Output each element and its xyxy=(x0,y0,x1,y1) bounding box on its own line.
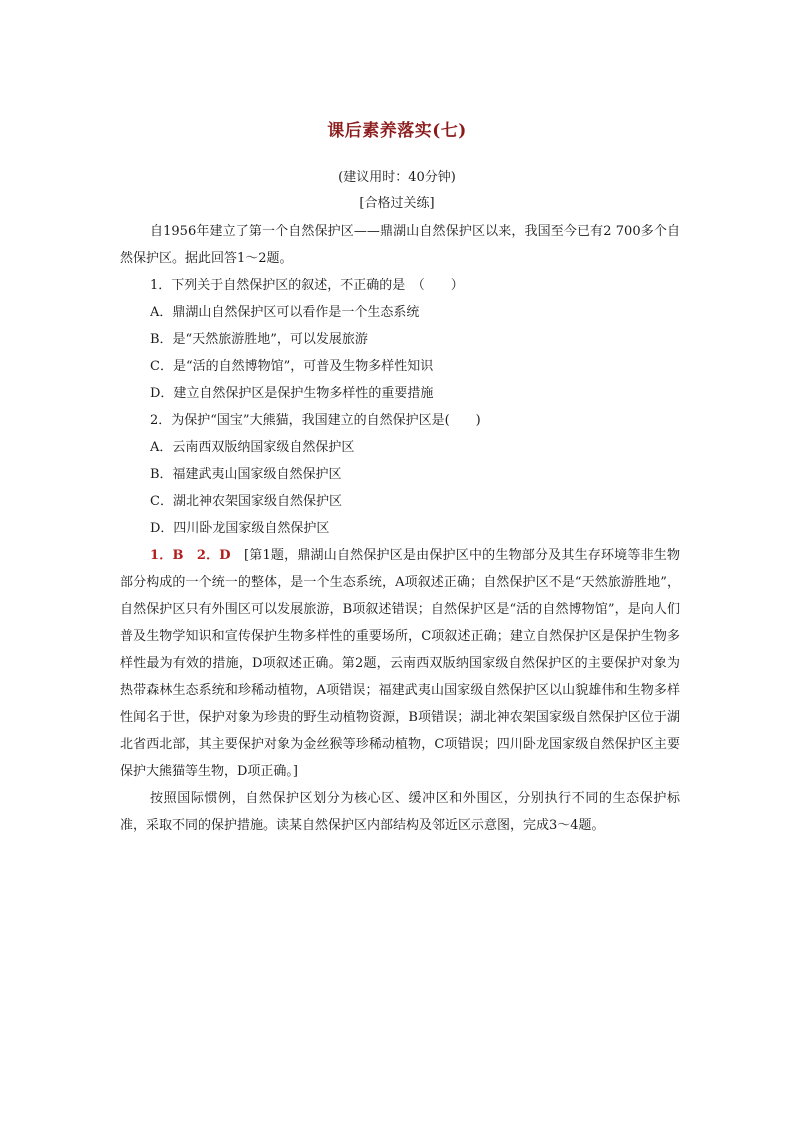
intro-paragraph-1: 自1956年建立了第一个自然保护区——鼎湖山自然保护区以来，我国至今已有2 700多个自然保护区。据此回答1～2题。 xyxy=(120,224,680,266)
section-label: [合格过关练] xyxy=(359,196,435,211)
content-body xyxy=(120,218,680,839)
intro-paragraph-2: 按照国际惯例，自然保护区划分为核心区、缓冲区和外围区，分别执行不同的生态保护标准，采取不同的保护措施。读某自然保护区内部结构及邻近区示意图，完成3～4题。 xyxy=(120,791,680,833)
question-2-option-d: D．四川卧龙国家级自然保护区 xyxy=(150,521,330,536)
question-2-option-c: C．湖北神农架国家级自然保护区 xyxy=(150,494,342,509)
question-1-stem: 1．下列关于自然保护区的叙述，不正确的是 （ ） xyxy=(150,278,464,293)
question-1-option-d: D．建立自然保护区是保护生物多样性的重要措施 xyxy=(150,386,434,401)
question-1-option-a: A．鼎湖山自然保护区可以看作是一个生态系统 xyxy=(150,305,420,320)
time-hint: (建议用时：40分钟) xyxy=(338,170,456,185)
answer-block xyxy=(120,542,680,785)
question-1-option-c: C．是“活的自然博物馆”，可普及生物多样性知识 xyxy=(150,359,434,374)
answer-key: 1．B 2．D xyxy=(150,548,231,563)
question-2-option-a: A．云南西双版纳国家级自然保护区 xyxy=(150,440,355,455)
answer-explanation: [第1题，鼎湖山自然保护区是由保护区中的生物部分及其生存环境等非生物部分构成的一个统一的整体，是一个生态系统，A项叙述正确；自然保护区不是“天然旅游胜地”，自然保护区只有外围区可以发展旅游，B项叙述错误；自然保护区是“活的自然博物馆”，是向人们普及生物学知识和宣传保护生物多样性的重要场所，C项叙述正确；建立自然保护区是保护生物多样性最为有效的措施，D项叙述正确。第2题，云南西双版纳国家级自然保护区的主要保护对象为热带森林生态系统和珍稀动植物，A项错误；福建武夷山国家级自然保护区以山貌雄伟和生物多样性闻名于世，保护对象为珍贵的野生动植物资源，B项错误；湖北神农架国家级自然保护区位于湖北省西北部，其主要保护对象为金丝猴等珍稀动植物，C项错误；四川卧龙国家级自然保护区主要保护大熊猫等生物，D项正确。] xyxy=(120,548,680,779)
question-2-stem: 2．为保护“国宝”大熊猫，我国建立的自然保护区是( ) xyxy=(150,413,481,428)
page-title: 课后素养落实(七) xyxy=(327,121,467,141)
question-1-option-b: B．是“天然旅游胜地”，可以发展旅游 xyxy=(150,332,368,347)
question-2-option-b: B．福建武夷山国家级自然保护区 xyxy=(150,467,342,482)
